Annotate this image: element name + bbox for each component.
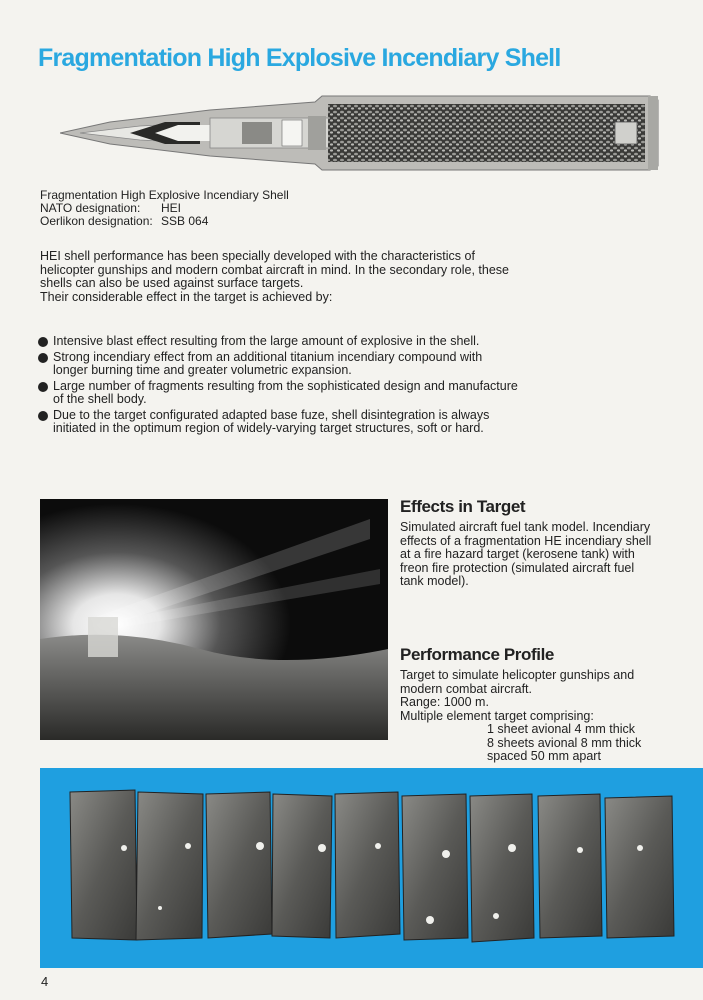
designation-value: HEI xyxy=(161,201,182,215)
performance-body xyxy=(400,669,680,764)
bullet-text: Due to the target configurated adapted base fuze, shell disintegration is always initiated in the optimum region of widely-varying target structures, soft or hard. xyxy=(53,407,490,435)
effects-section xyxy=(400,497,660,589)
designation-row-oerlikon xyxy=(40,215,289,228)
bullet-text: Strong incendiary effect from an additional titanium incendiary compound with longer burning time and greater volumetric expansion. xyxy=(53,349,483,377)
bullet-list xyxy=(38,335,518,438)
page-title: Fragmentation High Explosive Incendiary Shell xyxy=(38,44,561,72)
designation-value: SSB 064 xyxy=(161,214,209,228)
target-element-list xyxy=(400,723,680,764)
bullet-icon xyxy=(38,353,48,363)
effects-body: Simulated aircraft fuel tank model. Incendiary effects of a fragmentation HE incendiary shell at a fire hazard target (kerosene tank) with freon fire protection (simulated aircraft fuel tank model). xyxy=(400,520,652,588)
intro-lead-in: Their considerable effect in the target is achieved by: xyxy=(40,289,333,304)
bullet-icon xyxy=(38,411,48,421)
list-item xyxy=(38,351,518,378)
designation-name: Fragmentation High Explosive Incendiary Shell xyxy=(40,188,289,202)
bullet-icon xyxy=(38,337,48,347)
bullet-text: Intensive blast effect resulting from the large amount of explosive in the shell. xyxy=(53,334,480,348)
performance-line: Range: 1000 m. xyxy=(400,695,489,709)
performance-line: Multiple element target comprising: xyxy=(400,708,594,723)
list-item xyxy=(38,380,518,407)
page-number: 4 xyxy=(41,974,49,989)
target-effect-photo xyxy=(40,499,388,740)
effects-heading: Effects in Target xyxy=(400,497,526,516)
intro-paragraph xyxy=(40,250,520,304)
performance-line: Target to simulate helicopter gunships and modern combat aircraft. xyxy=(400,668,635,696)
shell-cutaway-illustration xyxy=(60,92,660,174)
list-item xyxy=(38,335,518,349)
designation-block xyxy=(40,189,289,228)
bullet-icon xyxy=(38,382,48,392)
intro-text: HEI shell performance has been specially developed with the characteristics of helicopter gunships and modern combat aircraft in mind. In the secondary role, these shells can also be used against surface targets. xyxy=(40,249,510,290)
target-element: spaced 50 mm apart xyxy=(487,749,601,763)
performance-section xyxy=(400,645,680,764)
perforated-plates-photo xyxy=(60,788,680,948)
target-element: 8 sheets avional 8 mm thick xyxy=(487,735,642,750)
performance-heading: Performance Profile xyxy=(400,645,554,664)
bullet-text: Large number of fragments resulting from the sophisticated design and manufacture of the shell body. xyxy=(53,378,518,406)
list-item xyxy=(38,409,518,436)
designation-label: NATO designation: xyxy=(40,201,141,215)
designation-label: Oerlikon designation: xyxy=(40,214,153,228)
target-element: 1 sheet avional 4 mm thick xyxy=(487,722,635,736)
